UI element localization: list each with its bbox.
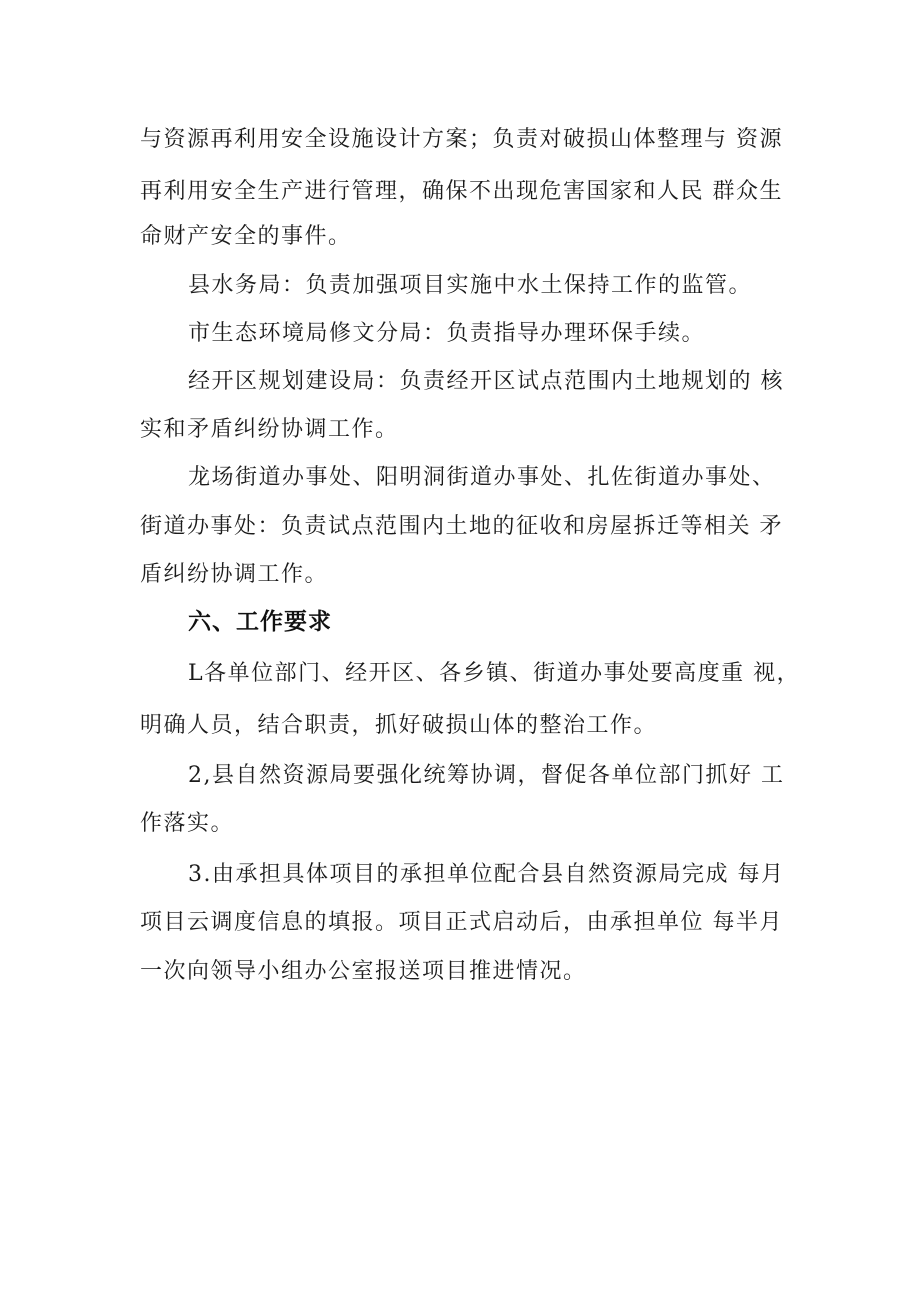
- body-line-15: 3.由承担具体项目的承担单位配合县自然资源局完成 每月: [188, 862, 785, 887]
- body-line-8: 龙场街道办事处、阳明洞街道办事处、扎佐街道办事处、: [188, 465, 776, 490]
- body-line-16: 项目云调度信息的填报。项目正式启动后，由承担单位 每半月: [140, 910, 783, 935]
- body-line-10: 盾纠纷协调工作。: [140, 562, 329, 587]
- body-line-13: 2,县自然资源局要强化统筹协调，督促各单位部门抓好 工: [188, 763, 785, 788]
- body-line-2: 再利用安全生产进行管理，确保不出现危害国家和人民 群众生: [140, 179, 783, 204]
- body-line-5: 市生态环境局修文分局：负责指导办理环保手续。: [188, 321, 706, 346]
- body-line-6: 经开区规划建设局：负责经开区试点范围内土地规划的 核: [188, 369, 784, 394]
- body-line-4: 县水务局：负责加强项目实施中水土保持工作的监管。: [188, 273, 753, 298]
- body-line-11: L各单位部门、经开区、各乡镇、街道办事处要高度重 视，: [188, 661, 801, 686]
- body-line-12: 明确人员，结合职责，抓好破损山体的整治工作。: [140, 713, 658, 738]
- section-heading: 六、工作要求: [188, 609, 332, 635]
- body-line-3: 命财产安全的事件。: [140, 224, 352, 249]
- body-line-9: 街道办事处：负责试点范围内土地的征收和房屋拆迁等相关 矛: [140, 514, 783, 539]
- body-line-7: 实和矛盾纠纷协调工作。: [140, 417, 399, 442]
- body-line-1: 与资源再利用安全设施设计方案；负责对破损山体整理与 资源: [140, 127, 783, 152]
- body-line-14: 作落实。: [140, 811, 235, 836]
- body-line-17: 一次向领导小组办公室报送项目推进情况。: [140, 959, 587, 984]
